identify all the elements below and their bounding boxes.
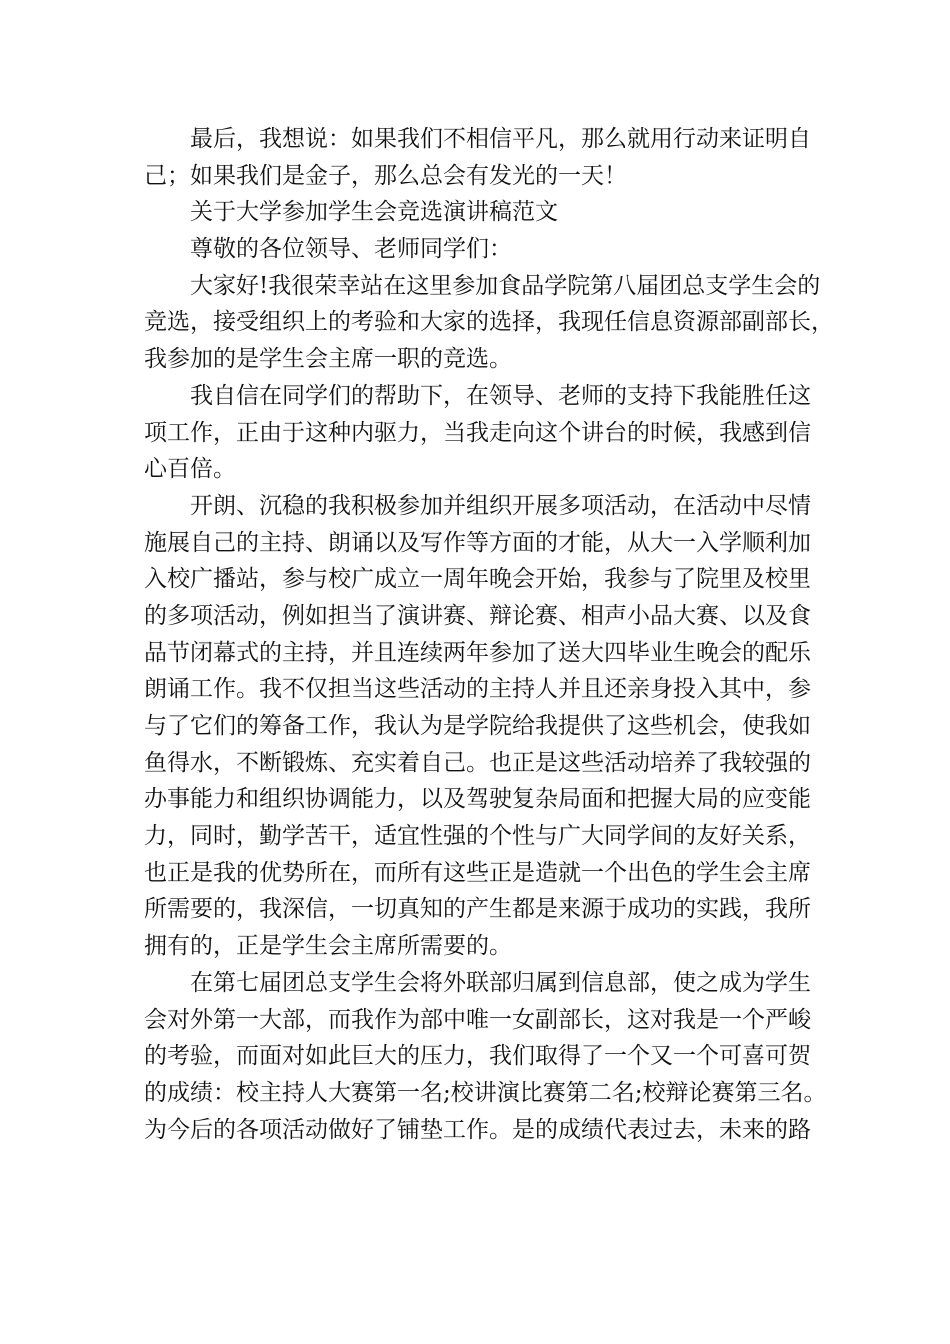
text-line: 的成绩：校主持人大赛第一名;校讲演比赛第二名;校辩论赛第三名。	[144, 1079, 827, 1106]
text-line: 为今后的各项活动做好了铺垫工作。是的成绩代表过去，未来的路	[144, 1116, 811, 1143]
text-line: 也正是我的优势所在，而所有这些正是造就一个出色的学生会主席	[144, 859, 811, 886]
text-line: 鱼得水，不断锻炼、充实着自己。也正是这些活动培养了我较强的	[144, 749, 811, 776]
text-line: 朗诵工作。我不仅担当这些活动的主持人并且还亲身投入其中，参	[144, 676, 811, 703]
document-body	[144, 121, 834, 1148]
text-line: 大家好!我很荣幸站在这里参加食品学院第八届团总支学生会的	[190, 272, 821, 299]
text-line: 己；如果我们是金子，那么总会有发光的一天！	[144, 162, 627, 189]
text-line: 尊敬的各位领导、老师同学们：	[190, 236, 512, 263]
text-line: 与了它们的筹备工作，我认为是学院给我提供了这些机会，使我如	[144, 713, 811, 739]
text-line: 竞选，接受组织上的考验和大家的选择，我现任信息资源部副部长，	[144, 309, 834, 336]
text-line: 最后，我想说：如果我们不相信平凡，那么就用行动来证明自	[190, 126, 811, 152]
text-line: 我自信在同学们的帮助下，在领导、老师的支持下我能胜任这	[190, 382, 811, 409]
text-line: 在第七届团总支学生会将外联部归属到信息部，使之成为学生	[190, 969, 811, 996]
text-line: 的多项活动，例如担当了演讲赛、辩论赛、相声小品大赛、以及食	[144, 602, 811, 629]
text-line: 项工作，正由于这种内驱力，当我走向这个讲台的时候，我感到信	[144, 419, 811, 446]
text-line: 办事能力和组织协调能力，以及驾驶复杂局面和把握大局的应变能	[144, 786, 811, 813]
text-line: 所需要的，我深信，一切真知的产生都是来源于成功的实践，我所	[144, 896, 811, 923]
text-line: 我参加的是学生会主席一职的竞选。	[144, 346, 512, 373]
text-line: 开朗、沉稳的我积极参加并组织开展多项活动，在活动中尽情	[190, 492, 811, 519]
text-line: 关于大学参加学生会竞选演讲稿范文	[190, 199, 558, 226]
text-line: 力，同时，勤学苦干，适宜性强的个性与广大同学间的友好关系，	[144, 823, 811, 850]
text-line: 拥有的，正是学生会主席所需要的。	[144, 933, 512, 960]
text-line: 会对外第一大部，而我作为部中唯一女副部长，这对我是一个严峻	[144, 1006, 811, 1033]
text-line: 入校广播站，参与校广成立一周年晚会开始，我参与了院里及校里	[144, 566, 811, 593]
text-line: 的考验，而面对如此巨大的压力，我们取得了一个又一个可喜可贺	[144, 1043, 811, 1070]
text-line: 品节闭幕式的主持，并且连续两年参加了送大四毕业生晚会的配乐	[144, 639, 811, 666]
text-line: 心百倍。	[144, 456, 236, 483]
text-line: 施展自己的主持、朗诵以及写作等方面的才能，从大一入学顺利加	[144, 529, 811, 556]
